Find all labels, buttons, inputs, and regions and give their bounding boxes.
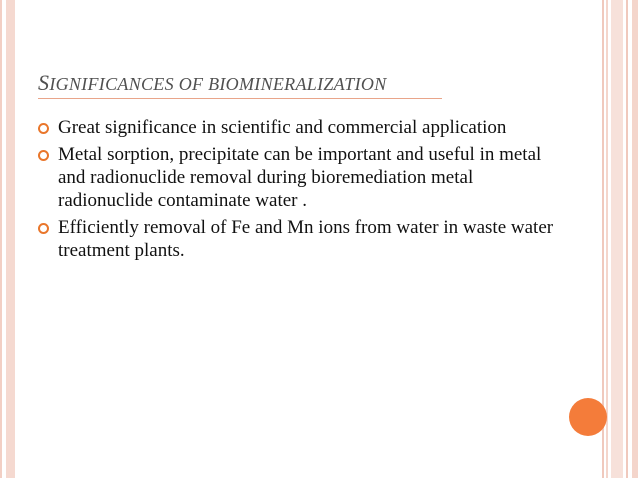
title-rest: IGNIFICANCES OF BIOMINERALIZATION: [49, 74, 387, 94]
orange-circle-decoration: [569, 398, 607, 436]
title-underline: [38, 98, 442, 99]
ring-bullet-icon: [38, 223, 49, 234]
bullet-text: Great significance in scientific and commercial application: [58, 117, 507, 138]
bullet-text: Efficiently removal of Fe and Mn ions from water in waste water treatment plants.: [58, 217, 554, 261]
right-border-stripe: [606, 0, 608, 478]
bullet-text: Metal sorption, precipitate can be important and useful in metal and radionuclide removal during bioremediation metal radionuclide contaminate water .: [58, 144, 542, 211]
left-border-stripe: [0, 0, 2, 478]
ring-bullet-icon: [38, 123, 49, 134]
bullet-list: [38, 116, 558, 266]
bullet-item: [38, 116, 558, 139]
slide-title: [38, 70, 387, 96]
right-border-stripe: [632, 0, 638, 478]
left-border-stripe: [6, 0, 15, 478]
bullet-item: [38, 216, 558, 262]
bullet-item: [38, 143, 558, 212]
title-first-letter: S: [38, 70, 50, 95]
right-border-stripe: [626, 0, 628, 478]
ring-bullet-icon: [38, 150, 49, 161]
right-border-stripe: [611, 0, 623, 478]
